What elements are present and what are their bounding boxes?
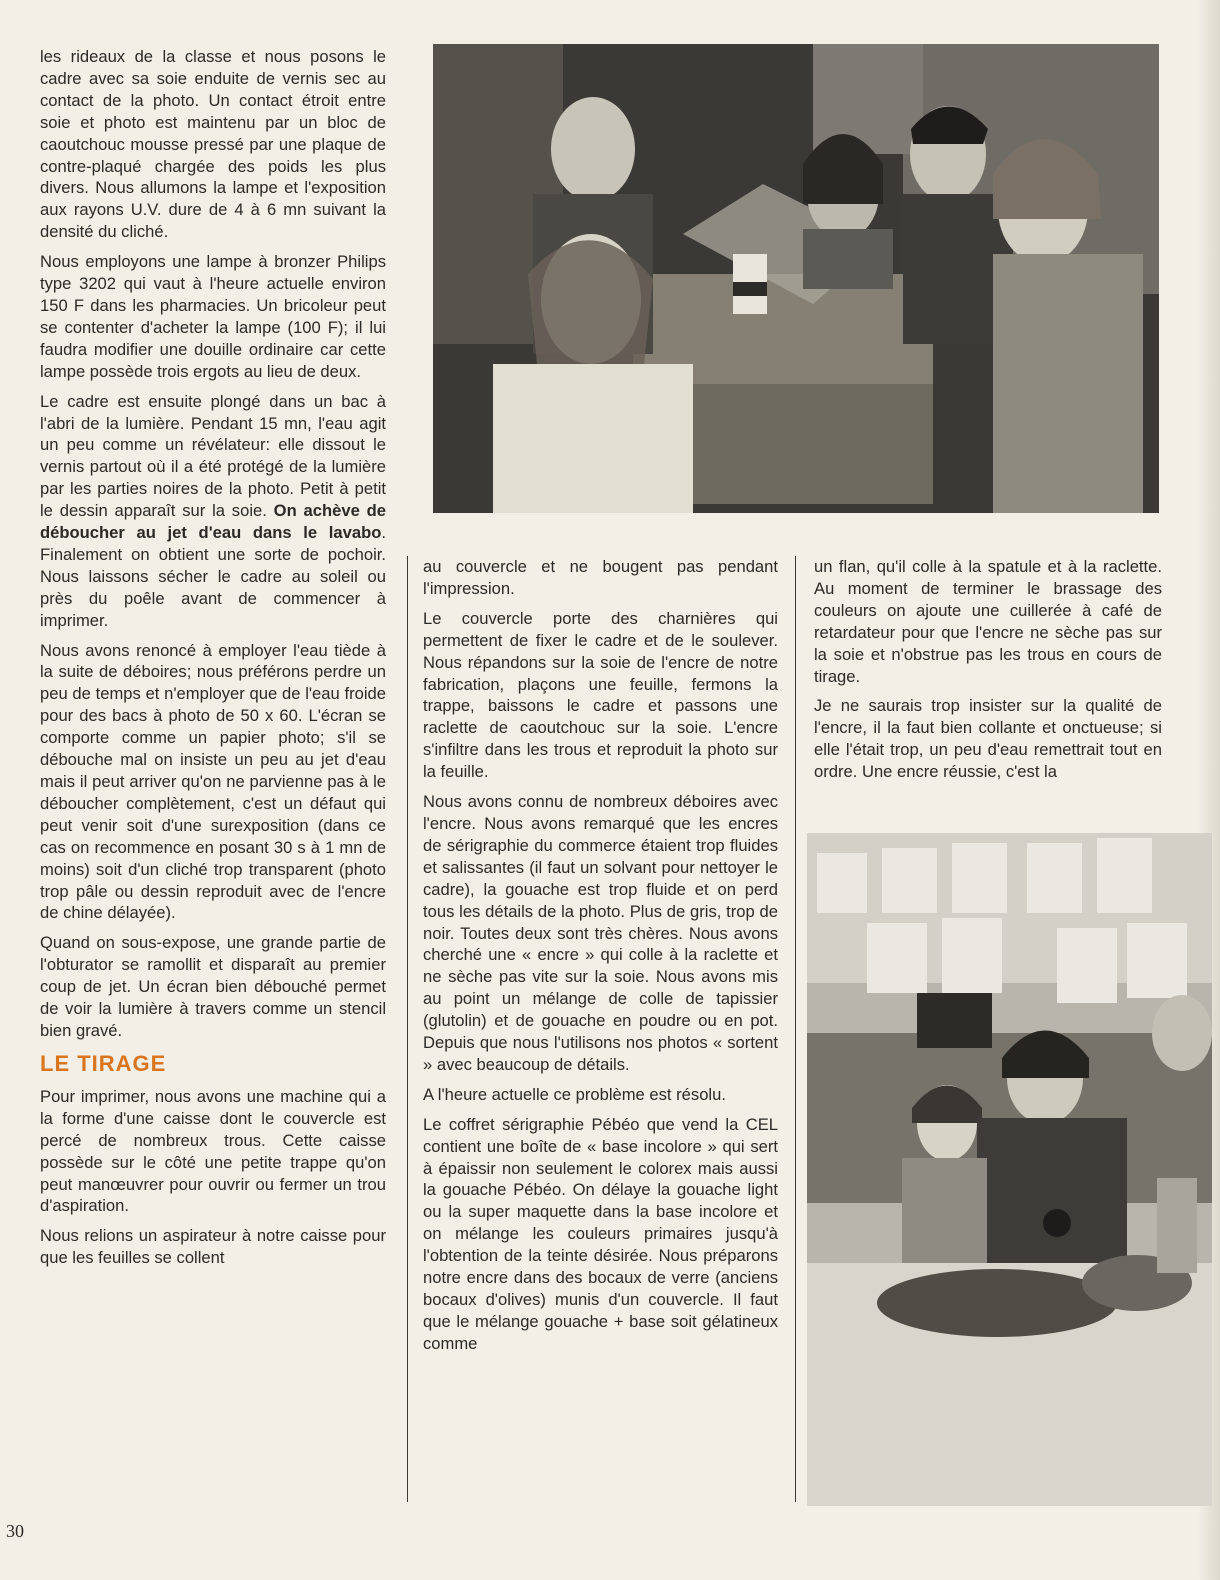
paragraph: les rideaux de la classe et nous posons le cadre avec sa soie enduite de vernis sec au contact de la photo. Un contact étroit entre soie et photo est maintenu par un bloc de caoutchouc mousse pressé par une plaque de contre-plaqué chargée des poids les plus divers. Nous allumons la lampe et l'exposition aux rayons U.V. dure de 4 à 6 mn suivant la densité du cliché.: [40, 47, 386, 242]
bold-phrase: On achève de déboucher au jet d'eau dans le lavabo: [40, 501, 386, 543]
photo-children-printing: [433, 44, 1159, 513]
photo-children-inks: [807, 833, 1212, 1506]
paragraph: A l'heure actuelle ce problème est résolu.: [423, 1084, 726, 1104]
paragraph: au couvercle et ne bougent pas pendant l'impression.: [423, 557, 778, 598]
paragraph: Je ne saurais trop insister sur la qualité de l'encre, il la faut bien collante et onctueuse; si elle l'était trop, un peu d'eau remettrait tout en ordre. Une encre réussie, c'est la: [814, 696, 1162, 782]
photo-illustration: [807, 833, 1212, 1506]
paragraph: Nous avons renoncé à employer l'eau tiède à la suite de déboires; nous préférons perdre un peu de temps et n'employer que de l'eau froide pour des bacs à photo de 50 x 60. L'écran se comporte comme un papier photo; s'il se débouche mal on insiste un peu au jet d'eau mais il peut arriver qu'on ne parvienne pas à le déboucher complètement, c'est un défaut qui peut venir soit d'une surexposition (dans ce cas on recommence en posant 30 s à 1 mn de moins) soit d'un cliché trop transparent (photo trop pâle ou dessin reproduit avec de l'encre de chine délayée).: [40, 640, 386, 923]
paragraph: Nous avons connu de nombreux déboires avec l'encre. Nous avons remarqué que les encres de sérigraphie du commerce étaient trop fluides et salissantes (il faut un solvant pour nettoyer le cadre), la gouache est trop fluide et on perd tous les détails de la photo. Plus de gris, trop de noir. Toutes deux sont très chères. Nous avons cherché une « encre » qui colle à la raclette et ne sèche pas vite sur la soie. Nous avons mis au point un mélange de colle de tapissier (glutolin) et de gouache en poudre ou en pot. Depuis que nous l'utilisons nos photos « sortent » avec beaucoup de détails.: [423, 792, 778, 1074]
paragraph: Le couvercle porte des charnières qui permettent de fixer le cadre et de le soulever. Nous répandons sur la soie de l'encre de notre fabrication, plaçons une feuille, fermons la trappe, baissons le cadre et passons une raclette de caoutchouc sur la soie. L'encre s'infiltre dans les trous et reproduit la photo sur la feuille.: [423, 608, 778, 782]
paragraph: Pour imprimer, nous avons une machine qui a la forme d'une caisse dont le couvercle est percé de nombreux trous. Cette caisse possède sur le côté une petite trappe qu'on peut manœuvrer pour ouvrir ou fermer un trou d'aspiration.: [40, 1086, 386, 1216]
column-divider: [407, 556, 408, 1502]
paragraph: Quand on sous-expose, une grande partie de l'obturator se ramollit et disparaît au premier coup de jet. Un écran bien débouché permet de voir la lumière à travers comme un stencil bien gravé.: [40, 933, 386, 1040]
page-number: 30: [6, 1521, 24, 1541]
text-column-1: [40, 46, 386, 1277]
section-heading: LE TIRAGE: [40, 1050, 167, 1076]
text-column-2: [423, 556, 778, 1363]
paragraph: un flan, qu'il colle à la spatule et à la raclette. Au moment de terminer le brassage des couleurs on ajoute une cuillerée à café de retardateur pour que l'encre ne sèche pas sur la soie et n'obstrue pas les trous en cours de tirage.: [814, 557, 1162, 686]
paragraph-text: Le cadre est ensuite plongé dans un bac à l'abri de la lumière. Pendant 15 mn, l'eau agit un peu comme un révélateur: elle dissout le vernis partout où il a été protégé de la lumière par les parties noires de la photo. Petit à petit le dessin apparaît sur la soie.: [40, 391, 386, 521]
paragraph: Nous employons une lampe à bronzer Philips type 3202 qui vaut à l'heure actuelle environ 150 F dans les pharmacies. Un bricoleur peut se contenter d'acheter la lampe (100 F); il lui faudra modifier une douille ordinaire car cette lampe possède trois ergots au lieu de deux.: [40, 252, 386, 381]
column-divider: [795, 556, 796, 1502]
paragraph: [40, 391, 386, 632]
paragraph-text: . Finalement on obtient une sorte de pochoir. Nous laissons sécher le cadre au soleil ou près du poêle avant de commencer à imprimer.: [40, 523, 386, 630]
paragraph: Le coffret sérigraphie Pébéo que vend la CEL contient une boîte de « base incolore » qui sert à épaissir non seulement le colorex mais aussi la gouache Pébéo. On délaye la gouache light ou la super maquette dans la base incolore et on mélange les couleurs primaires jusqu'à l'obtention de la teinte désirée. Nous préparons notre encre dans des bocaux de verre (anciens bocaux d'olives) munis d'un couvercle. Il faut que le mélange gouache + base soit gélatineux comme: [423, 1114, 778, 1353]
paragraph: Nous relions un aspirateur à notre caisse pour que les feuilles se collent: [40, 1226, 386, 1268]
text-column-3: [814, 556, 1162, 791]
photo-illustration: [433, 44, 1159, 513]
